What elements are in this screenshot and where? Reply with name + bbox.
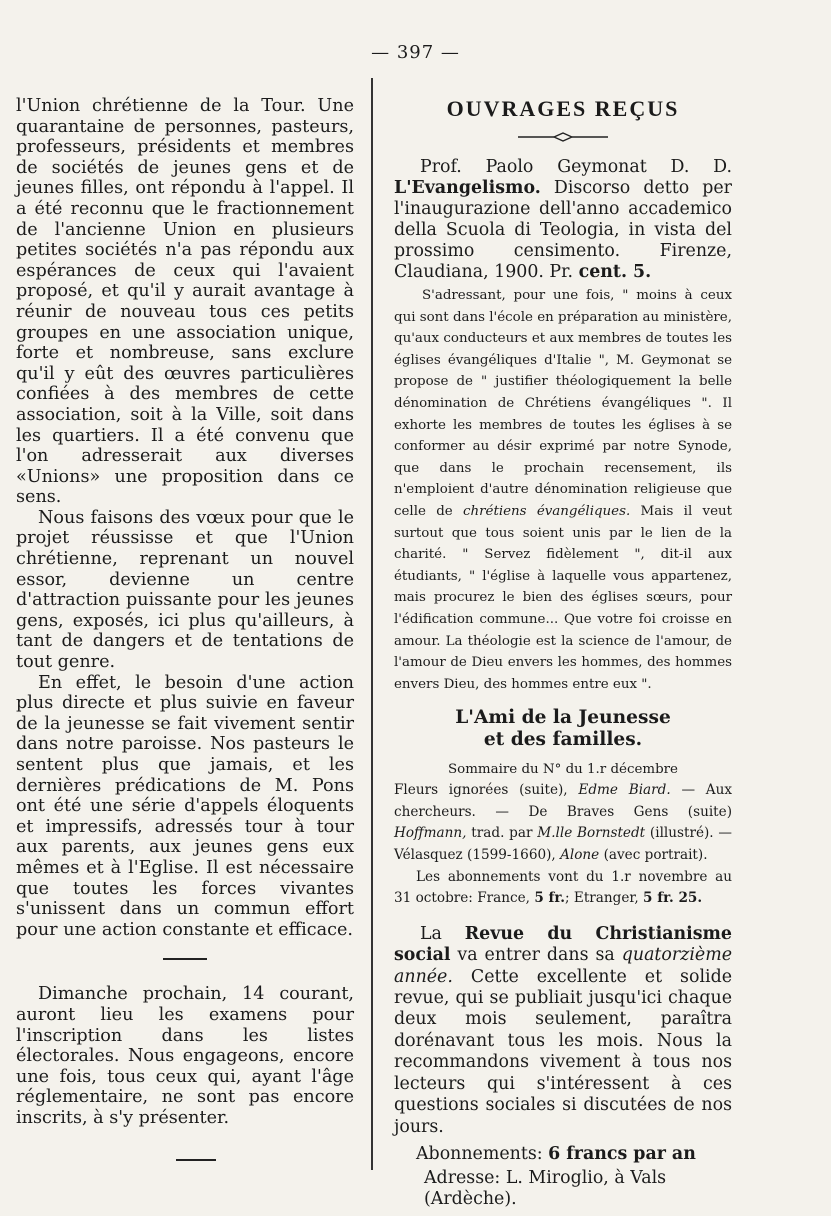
ami-text-c: trad. par [471,825,533,842]
ami-title-line-2: et des familles. [483,729,643,751]
paragraph-voeux: Nous faisons des vœux pour que le projet réussisse et que l'Union chrétienne, reprenant un nouvel essor, devienne un centre d'attraction puissante pour les jeunes gens, exposés, ici plus qu'ailleurs, à tant de dangers et de tentations de tout genre. [16,507,354,673]
paragraph-effet: En effet, le besoin d'une action plus directe et plus suivie en faveur de la jeunesse se fait vivement sentir dans notre paroisse. Nos pasteurs le sentent plus que jamais, et les dernières prédications de M. Pons ont été une série d'appels éloquents et impressifs, adressés tour à tour aux parents, aux jeunes gens eux mêmes et à l'Eglise. Il est nécessaire que toutes les forces vivantes s'unissent dans un commun effort pour une action constante et efficace. [16,672,354,940]
book-entry [394,157,732,283]
ami-title [394,707,732,751]
book-details: Discorso detto per l'inaugurazione dell'anno accademico della Scuola di Teologia, in vista del prossimo censimento. Firenze, Claudiana, 1900. Pr. [394,178,732,282]
ami-abonn-text-2: ; Etranger, [565,890,639,907]
ami-text-b: — Aux chercheurs. — De Braves Gens (suite) [394,782,733,820]
separator-rule-bottom [176,1159,216,1161]
ami-text-b-italic: Hoffmann, [394,825,467,842]
revue-abonn-value: 6 francs par an [548,1143,696,1164]
ami-contents [394,780,732,866]
revue-text-2: Cette excellente et solide revue, qui se publiait jusqu'ici chaque deux mois seulement, paraîtra dorénavant tous les mois. Nous la recommandons vivement à tous nos lecteurs qui s'intéressent à ces questions sociales si discutées de nos jours. [394,966,732,1137]
paragraph-dimanche: Dimanche prochain, 14 courant, auront lieu les examens pour l'inscription dans les listes électorales. Nous engageons, encore une fois, tous ceux qui, ayant l'âge réglementaire, ne sont pas encore inscrits, à s'y présenter. [16,984,354,1128]
book-price: cent. 5. [578,262,652,282]
revue-abonnements [416,1144,732,1164]
ami-abonn-text: Les abonnements vont du 1.r novembre au 31 octobre: France, [394,868,732,907]
left-column [16,96,354,1161]
section-title: OUVRAGES REÇUS [446,96,680,121]
book-author: Prof. Paolo Geymonat D. D. [420,157,732,177]
revue-title: Revue du Christianisme social [394,923,732,966]
column-divider [371,78,373,1170]
ami-text-a: Fleurs ignorées (suite), [394,782,568,799]
ornament-divider [394,128,732,147]
ami-title-line-1: L'Ami de la Jeunesse [455,707,671,729]
ami-abonnements [394,867,732,910]
ami-text-a-italic: Edme Biard. [578,782,671,799]
right-column [394,96,732,1210]
ami-text-c-italic: M.lle Bornstedt [537,825,646,842]
book-review-italic: chrétiens évangéliques. [463,503,631,519]
revue-text-1-italic: quatorzième année. [394,945,733,987]
book-review-text-2: Mais il veut surtout que tous soient unis par le lien de la charité. " Servez fidèlement ", dit-il aux étudiants, " l'église à laquelle vous appartenez, mais procurez le bien des églises sœurs, pour l'édification commune... Que votre foi croisse en amour. La théologie est la science de l'amour, de l'amour de Dieu envers les hommes, des hommes envers Dieu, des hommes entre eux ". [394,503,733,692]
paragraph-union: l'Union chrétienne de la Tour. Une quarantaine de personnes, pasteurs, professeurs, présidents et membres de sociétés de jeunes gens et de jeunes filles, ont répondu à l'appel. Il a été reconnu que le fractionnement de l'ancienne Union en plusieurs petites sociétés n'a pas répondu aux espérances de ceux qui l'avaient proposé, et qu'il y aurait avantage à réunir de nouveau tous ces petits groupes en une association unique, forte et nombreuse, sans exclure qu'il y eût des œuvres particulières confiées à des membres de cette association, soit à la Ville, soit dans les quartiers. Il a été convenu que l'on adresserait aux diverses «Unions» une proposition dans ce sens. [16,96,354,508]
ami-text-d-italic: Alone [560,847,600,864]
book-title: L'Evangelismo. [394,178,541,198]
ami-text-d: (illustré). — Vélasquez (1599-1660), [394,825,733,864]
ami-price-etranger: 5 fr. 25. [643,890,703,907]
revue-text-1: va entrer dans sa [457,945,615,966]
ami-price-france: 5 fr. [534,890,565,907]
revue-adresse: Adresse: L. Miroglio, à Vals (Ardèche). [424,1167,667,1209]
book-review-text: S'adressant, pour une fois, " moins à ceux qui sont dans l'école en préparation au ministère, qu'aux conducteurs et aux membres de toutes les églises évangéliques d'Italie ", M. Geymonat se propose de " justifier théologiquement la belle dénomination de Chrétiens évangéliques ". Il exhorte les membres de toutes les églises à se conformer au désir exprimé par notre Synode, que dans le prochain recensement, ils n'emploient d'autre dénomination religieuse que celle de [394,288,732,519]
revue-abonn-label: Abonnements: [416,1143,543,1164]
revue-paragraph [394,924,732,1138]
page-number: — 397 — [371,42,460,63]
revue-la: La [420,923,442,944]
ami-text-e: (avec portrait). [603,847,708,864]
separator-rule [163,958,207,960]
book-review [394,285,732,695]
ami-sommaire: Sommaire du N° du 1.r décembre [447,762,678,778]
